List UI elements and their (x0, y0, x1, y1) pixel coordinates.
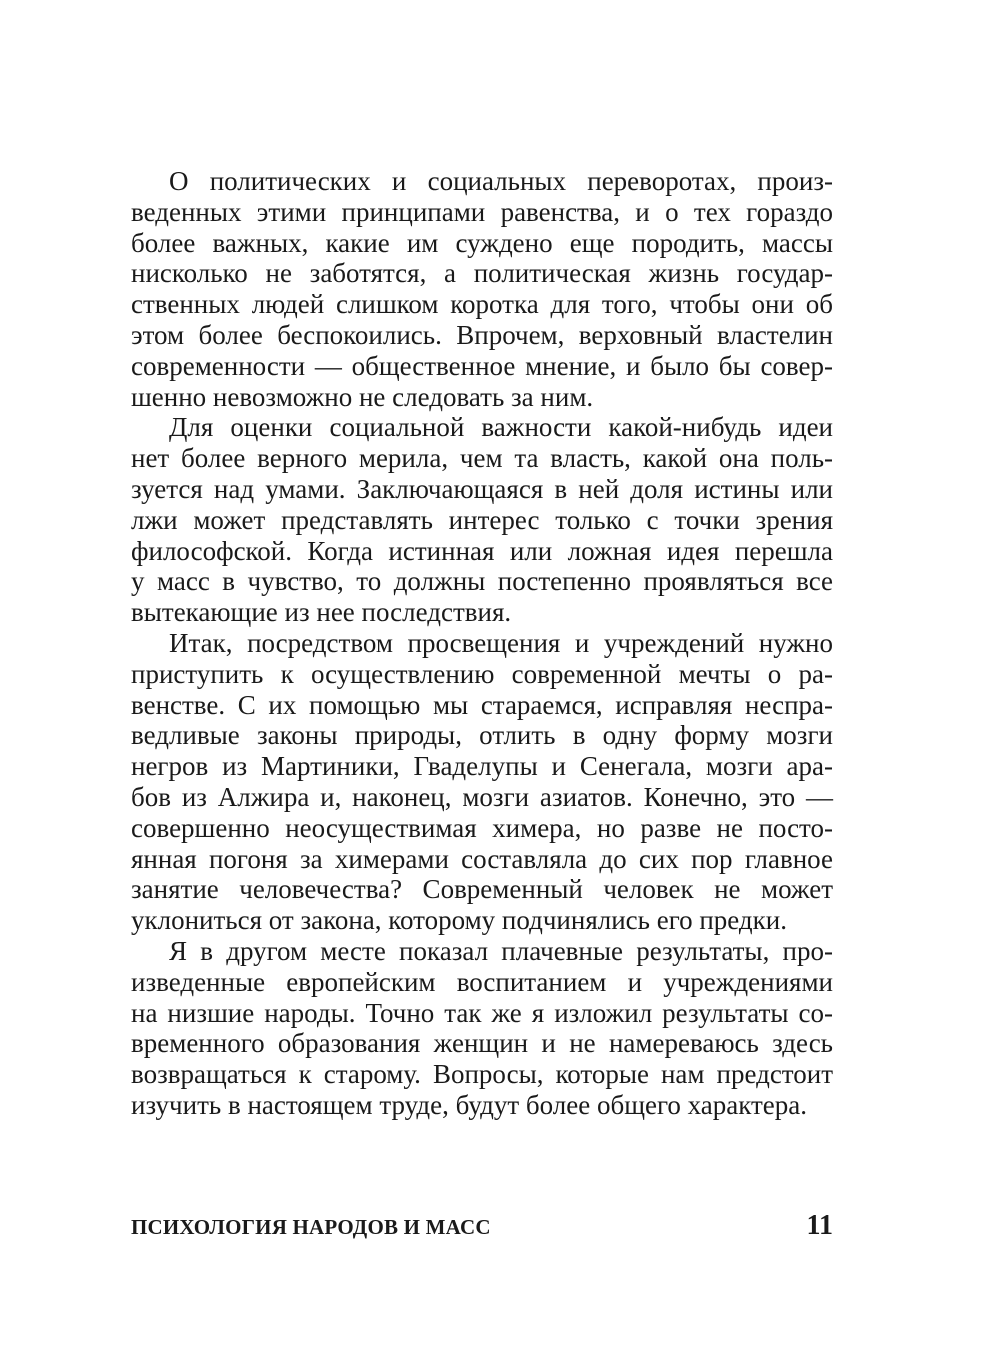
text-line: шенно невозможно не следовать за ним. (131, 381, 594, 412)
text-line: лжи может представлять интерес только с точки зрения (131, 504, 833, 535)
text-line: уклониться от закона, которому подчинялись его предки. (131, 905, 787, 936)
paragraph-3 (131, 628, 833, 936)
paragraph-4 (131, 936, 833, 1121)
text-line: временного образования женщин и не намереваюсь здесь (131, 1028, 833, 1059)
text-line: совершенно неосуществимая химера, но разве не посто- (131, 812, 833, 843)
text-line: негров из Мартиники, Гваделупы и Сенегала, мозги ара- (131, 751, 833, 782)
text-line: занятие человечества? Современный человек не может (131, 874, 833, 905)
text-line: нет более верного мерила, чем та власть, какой она поль- (131, 443, 833, 474)
text-line: приступить к осуществлению современной мечты о ра- (131, 658, 833, 689)
text-line: вытекающие из нее последствия. (131, 597, 512, 628)
body-text (131, 166, 833, 1121)
text-line: у масс в чувство, то должны постепенно проявляться все (131, 566, 833, 597)
text-line: более важных, какие им суждено еще породить, массы (131, 227, 833, 258)
text-line: Итак, посредством просвещения и учреждений нужно (169, 627, 833, 658)
text-line: современности — общественное мнение, и было бы совер- (131, 350, 833, 381)
text-line: бов из Алжира и, наконец, мозги азиатов. Конечно, это — (131, 781, 833, 812)
text-line: Для оценки социальной важности какой-нибудь идеи (169, 412, 833, 443)
text-line: ственных людей слишком коротка для того, чтобы они об (131, 289, 833, 320)
text-line: зуется над умами. Заключающаяся в ней доля истины или (131, 473, 833, 504)
text-line: изведенные европейским воспитанием и учреждениями (131, 966, 833, 997)
text-line: ведливые законы природы, отлить в одну форму мозги (131, 720, 833, 751)
text-line: янная погоня за химерами составляла до сих пор главное (131, 843, 833, 874)
text-line: венстве. С их помощью мы стараемся, исправляя неспра- (131, 689, 833, 720)
text-line: изучить в настоящем труде, будут более общего характера. (131, 1089, 808, 1120)
text-line: О политических и социальных переворотах, произ- (169, 166, 833, 196)
text-line: веденных этими принципами равенства, и о тех гораздо (131, 196, 833, 227)
page-number: 11 (806, 1210, 833, 1241)
page-footer (131, 1210, 833, 1242)
paragraph-1 (131, 166, 833, 412)
text-line: Я в другом месте показал плачевные результаты, про- (169, 935, 833, 966)
text-line: философской. Когда истинная или ложная идея перешла (131, 535, 833, 566)
paragraph-2 (131, 412, 833, 628)
text-line: возвращаться к старому. Вопросы, которые нам предстоит (131, 1059, 833, 1090)
text-line: этом более беспокоились. Впрочем, верховный властелин (131, 319, 833, 350)
text-line: нисколько не заботятся, а политическая жизнь государ- (131, 258, 833, 289)
running-title: ПСИХОЛОГИЯ НАРОДОВ И МАСС (131, 1215, 491, 1239)
text-line: на низшие народы. Точно так же я изложил результаты со- (131, 997, 833, 1028)
